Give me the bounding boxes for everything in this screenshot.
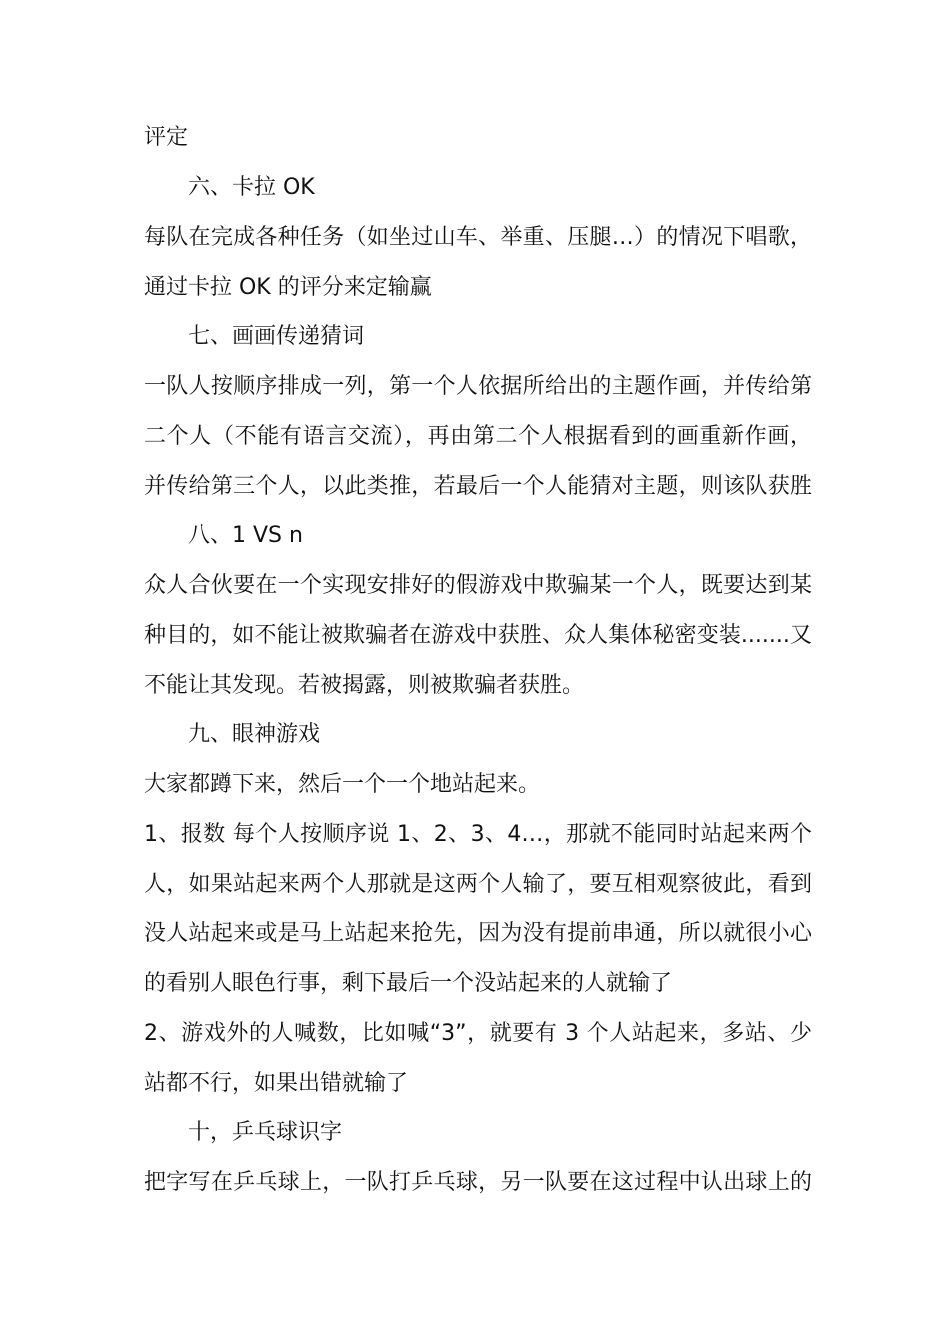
- paragraph-line: 的看别人眼色行事，剩下最后一个没站起来的人就输了: [144, 971, 673, 996]
- paragraph-line: 并传给第三个人，以此类推，若最后一个人能猜对主题，则该队获胜: [144, 474, 812, 499]
- paragraph-line: 大家都蹲下来，然后一个一个地站起来。: [144, 772, 541, 797]
- paragraph-line: 不能让其发现。若被揭露，则被欺骗者获胜。: [144, 673, 585, 698]
- paragraph-line: 人，如果站起来两个人那就是这两个人输了，要互相观察彼此，看到: [144, 872, 812, 897]
- paragraph-line: 众人合伙要在一个实现安排好的假游戏中欺骗某一个人，既要达到某: [144, 573, 812, 598]
- paragraph-line: 一队人按顺序排成一列，第一个人依据所给出的主题作画，并传给第: [144, 374, 812, 399]
- section-heading-ping-pong-characters: 十，乒乓球识字: [188, 1120, 343, 1145]
- paragraph-line: 通过卡拉 OK 的评分来定输赢: [144, 275, 432, 300]
- paragraph-line: 2、游戏外的人喊数，比如喊“3”，就要有 3 个人站起来，多站、少: [144, 1021, 812, 1046]
- paragraph-line: 种目的，如不能让被欺骗者在游戏中获胜、众人集体秘密变装.......又: [144, 623, 812, 648]
- section-heading-1-vs-n: 八、1 VS n: [188, 523, 303, 548]
- paragraph-line: 站都不行，如果出错就输了: [144, 1071, 409, 1096]
- section-heading-eye-game: 九、眼神游戏: [188, 722, 321, 747]
- paragraph-line: 1、报数 每个人按顺序说 1、2、3、4…，那就不能同时站起来两个: [144, 822, 812, 847]
- paragraph-line: 把字写在乒乓球上，一队打乒乓球，另一队要在这过程中认出球上的: [144, 1170, 812, 1195]
- paragraph-line: 评定: [144, 125, 189, 150]
- section-heading-karaoke: 六、卡拉 OK: [188, 175, 315, 200]
- paragraph-line: 没人站起来或是马上站起来抢先，因为没有提前串通，所以就很小心: [144, 921, 812, 946]
- section-heading-drawing-relay: 七、画画传递猜词: [188, 324, 365, 349]
- paragraph-line: 二个人（不能有语言交流），再由第二个人根据看到的画重新作画，: [144, 424, 812, 449]
- paragraph-line: 每队在完成各种任务（如坐过山车、举重、压腿…）的情况下唱歌，: [144, 225, 812, 250]
